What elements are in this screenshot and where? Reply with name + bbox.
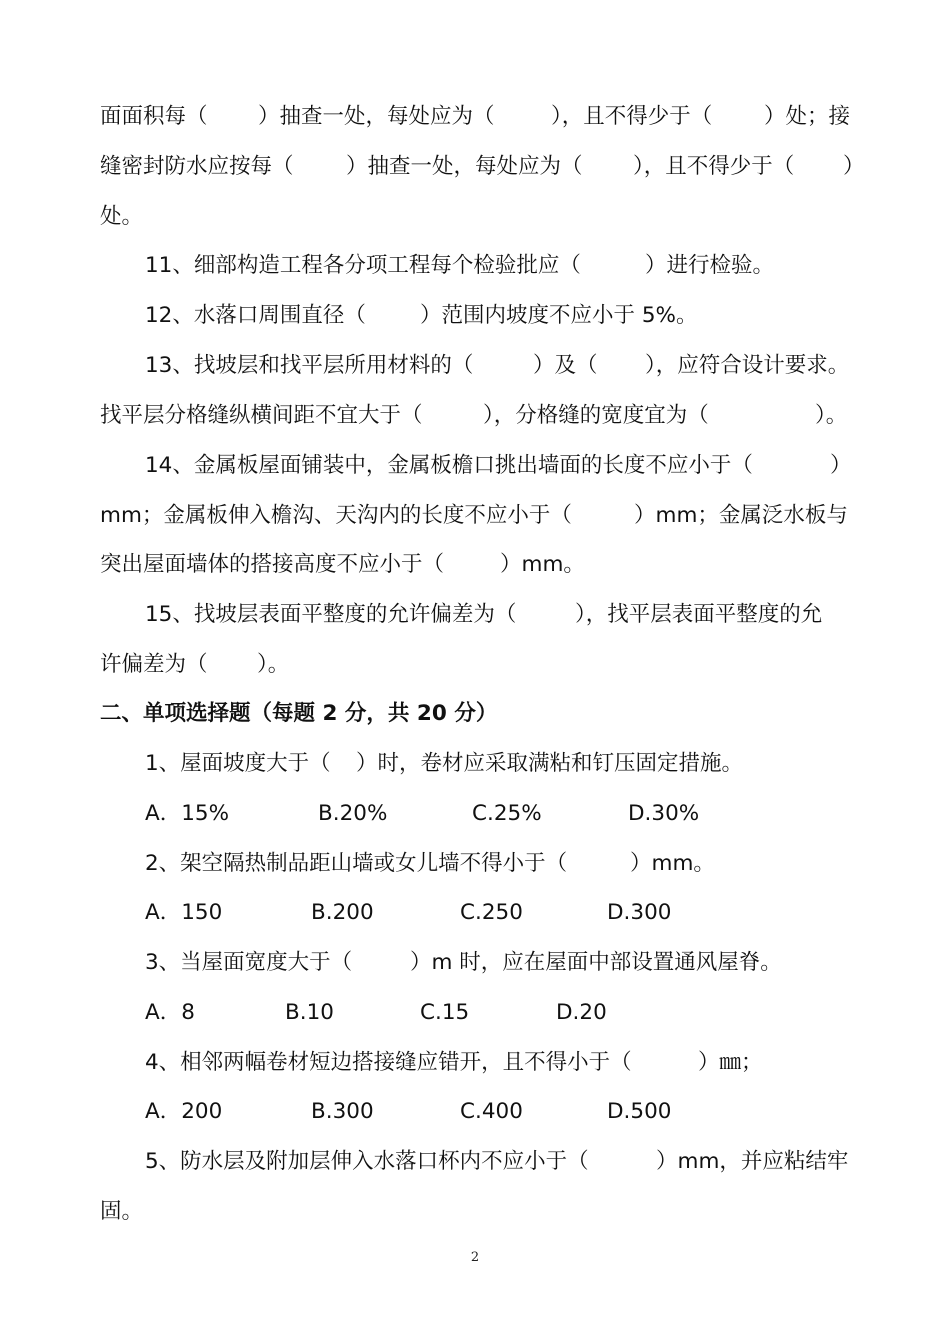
text-segment: ）mm。 <box>500 552 585 577</box>
question-15-line-1 <box>0 595 950 635</box>
option-a: A．150 <box>145 900 223 925</box>
text-segment: ）进行检验。 <box>645 253 775 278</box>
choice-question-2 <box>0 844 950 884</box>
question-13-line-2 <box>0 396 950 436</box>
text-segment: ）mm；金属泛水板与 <box>634 503 848 528</box>
text-segment: ）范围内坡度不应小于 5%。 <box>420 303 698 328</box>
text-segment: ）抽查一处，每处应为（ <box>346 154 583 179</box>
text-segment: 5、防水层及附加层伸入水落口杯内不应小于（ <box>145 1149 589 1174</box>
text-segment: ） <box>843 154 865 179</box>
option-c: C.400 <box>460 1099 523 1124</box>
question-15-line-2 <box>0 645 950 685</box>
text-segment: 固。 <box>100 1199 144 1224</box>
text-segment: 15、找坡层表面平整度的允许偏差为（ <box>145 602 517 627</box>
text-segment: ），应符合设计要求。 <box>645 353 850 378</box>
text-segment: 12、水落口周围直径（ <box>145 303 366 328</box>
choice-options-3 <box>0 993 950 1033</box>
text-segment: 缝密封防水应按每（ <box>100 154 294 179</box>
option-a: A．200 <box>145 1099 223 1124</box>
text-segment: 4、相邻两幅卷材短边搭接缝应错开，且不得小于（ <box>145 1050 632 1075</box>
question-10-line-4 <box>0 197 950 237</box>
text-segment: ）及（ <box>533 353 598 378</box>
option-d: D.30% <box>628 801 700 826</box>
question-13-line-1 <box>0 346 950 386</box>
option-d: D.20 <box>556 1000 607 1025</box>
text-segment: ）时，卷材应采取满粘和钉压固定措施。 <box>356 751 744 776</box>
text-segment: ），且不得少于（ <box>551 104 713 129</box>
question-10-line-3 <box>0 147 950 187</box>
text-segment: 突出屋面墙体的搭接高度不应小于（ <box>100 552 445 577</box>
choice-question-4 <box>0 1043 950 1083</box>
question-11 <box>0 246 950 286</box>
text-segment: ）m 时，应在屋面中部设置通风屋脊。 <box>410 950 782 975</box>
option-c: C.15 <box>420 1000 470 1025</box>
text-segment: ）抽查一处，每处应为（ <box>258 104 495 129</box>
choice-question-1 <box>0 744 950 784</box>
text-segment: ） <box>830 453 852 478</box>
text-segment: ），找平层表面平整度的允 <box>575 602 823 627</box>
option-d: D.500 <box>607 1099 672 1124</box>
text-segment: ），分格缝的宽度宜为（ <box>483 403 709 428</box>
question-12 <box>0 296 950 336</box>
choice-options-2 <box>0 893 950 933</box>
option-b: B.10 <box>285 1000 334 1025</box>
option-c: C.25% <box>472 801 542 826</box>
section-heading <box>0 694 950 734</box>
option-b: B.300 <box>311 1099 374 1124</box>
text-segment: ），且不得少于（ <box>633 154 795 179</box>
page-number: 2 <box>470 1250 480 1265</box>
option-b: B.20% <box>318 801 388 826</box>
text-segment: 14、金属板屋面铺装中，金属板檐口挑出墙面的长度不应小于（ <box>145 453 753 478</box>
text-segment: 面面积每（ <box>100 104 208 129</box>
choice-options-1 <box>0 794 950 834</box>
option-a: A．8 <box>145 1000 195 1025</box>
choice-options-4 <box>0 1092 950 1132</box>
choice-question-5-line-2 <box>0 1192 950 1232</box>
text-segment: 许偏差为（ <box>100 652 208 677</box>
text-segment: 2、架空隔热制品距山墙或女儿墙不得小于（ <box>145 851 568 876</box>
question-14-line-1 <box>0 446 950 486</box>
option-c: C.250 <box>460 900 523 925</box>
text-segment: 11、细部构造工程各分项工程每个检验批应（ <box>145 253 581 278</box>
choice-question-5-line-1 <box>0 1142 950 1182</box>
text-segment: 找平层分格缝纵横间距不宜大于（ <box>100 403 423 428</box>
question-10-line-2 <box>0 97 950 137</box>
text-segment: ）。 <box>257 652 290 677</box>
text-segment: ）㎜； <box>698 1050 763 1075</box>
option-a: A．15% <box>145 801 229 826</box>
text-segment: ）mm。 <box>630 851 715 876</box>
option-d: D.300 <box>607 900 672 925</box>
text-segment: 1、屋面坡度大于（ <box>145 751 331 776</box>
question-14-line-2 <box>0 496 950 536</box>
choice-question-3 <box>0 943 950 983</box>
text-segment: 3、当屋面宽度大于（ <box>145 950 353 975</box>
text-segment: ）。 <box>815 403 848 428</box>
question-14-line-3 <box>0 545 950 585</box>
text-segment: 处。 <box>100 204 144 229</box>
option-b: B.200 <box>311 900 374 925</box>
text-segment: 13、找坡层和找平层所用材料的（ <box>145 353 474 378</box>
section-title: 二、单项选择题（每题 2 分，共 20 分） <box>100 701 498 726</box>
text-segment: ）处；接 <box>764 104 851 129</box>
text-segment: ）mm，并应粘结牢 <box>656 1149 849 1174</box>
text-segment: mm；金属板伸入檐沟、天沟内的长度不应小于（ <box>100 503 572 528</box>
